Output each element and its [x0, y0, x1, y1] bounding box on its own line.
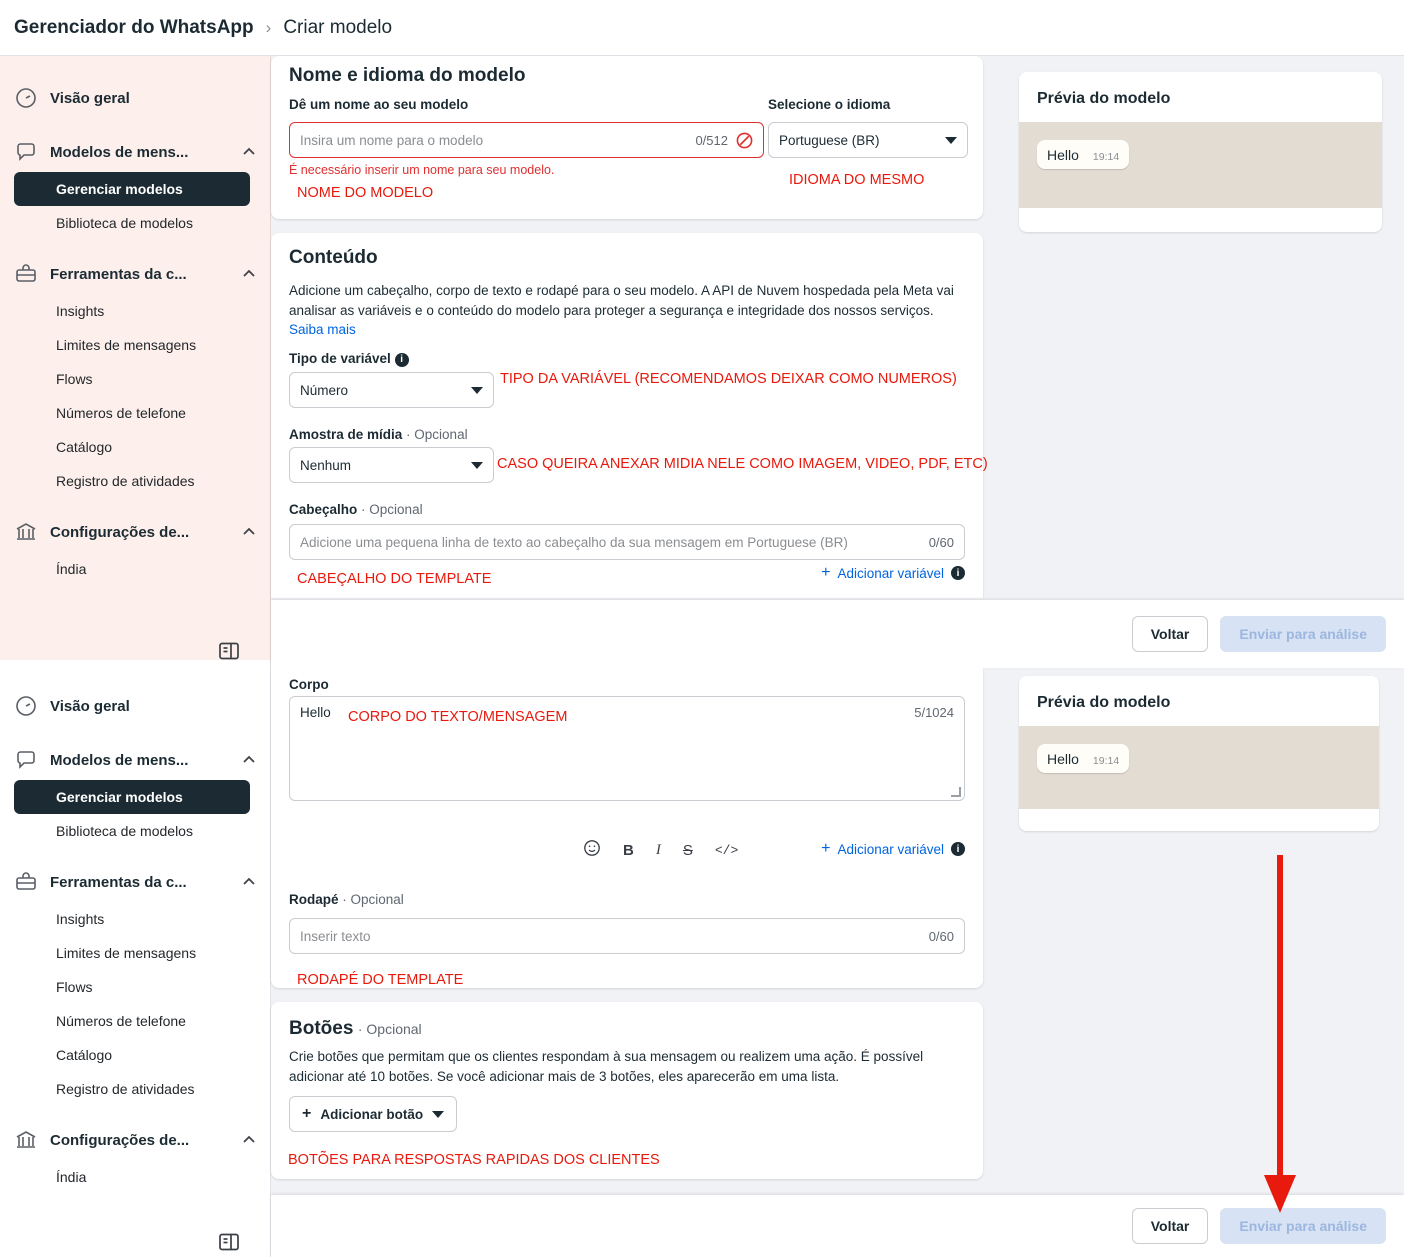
info-icon[interactable]: i: [951, 842, 965, 856]
header-field-optional: · Opcional: [361, 502, 423, 517]
sidebar-group-configuracoes[interactable]: [0, 512, 270, 552]
add-variable-label: Adicionar variável: [837, 565, 944, 581]
chevron-down-icon: [432, 1111, 444, 1118]
info-icon[interactable]: i: [395, 353, 409, 367]
card-title: Conteúdo: [289, 247, 378, 268]
buttons-description: Crie botões que permitam que os clientes respondam à sua mensagem ou realizem uma ação. É possível adicionar até 10 botões. Se você adicionar mais de 3 botões, eles aparecerão em uma lista.: [289, 1049, 924, 1084]
footer-field-optional: · Opcional: [342, 892, 404, 907]
chevron-down-icon: [471, 387, 483, 394]
preview-message-text: Hello: [1047, 751, 1079, 767]
sidebar-group-modelos-2[interactable]: [0, 740, 270, 780]
sidebar-item-india[interactable]: Índia: [56, 561, 87, 577]
sidebar-group-modelos[interactable]: [0, 132, 270, 172]
footer-placeholder: Inserir texto: [300, 928, 371, 944]
sidebar-label: Ferramentas da c...: [50, 873, 187, 891]
sidebar-item-limites-de-mensagens-2[interactable]: Limites de mensagens: [56, 945, 197, 961]
annotation-text: IDIOMA DO MESMO: [789, 172, 925, 188]
toolbox-icon: [14, 262, 38, 286]
sidebar-label: Configurações de...: [50, 1131, 190, 1149]
sidebar-primary: [0, 56, 271, 660]
italic-icon[interactable]: I: [655, 841, 661, 858]
media-sample-label: Amostra de mídia: [289, 427, 403, 442]
chat-bubble-icon: [14, 140, 38, 164]
toolbox-icon: [14, 870, 38, 894]
bank-icon: [14, 520, 38, 544]
bank-icon: [14, 1128, 38, 1152]
annotation-text: CABEÇALHO DO TEMPLATE: [297, 571, 492, 587]
submit-for-review-button[interactable]: Enviar para análise: [1220, 1208, 1386, 1244]
add-variable-label: Adicionar variável: [837, 841, 944, 857]
preview-title: Prévia do modelo: [1037, 694, 1171, 711]
back-button[interactable]: Voltar: [1132, 1208, 1209, 1244]
resize-handle-icon[interactable]: [951, 787, 961, 797]
sidebar-label: Modelos de mens...: [50, 143, 189, 161]
emoji-icon[interactable]: [583, 839, 601, 861]
chevron-up-icon[interactable]: [242, 525, 256, 539]
plus-icon: +: [821, 564, 831, 581]
variable-type-value: Número: [300, 382, 349, 398]
chevron-up-icon[interactable]: [242, 753, 256, 767]
sidebar-item-flows[interactable]: Flows: [56, 371, 93, 387]
body-field-label: Corpo: [289, 677, 329, 692]
sidebar-label: Visão geral: [50, 697, 130, 715]
sidebar-primary-lower: [0, 660, 271, 1257]
sidebar-group-configuracoes-2[interactable]: [0, 1120, 270, 1160]
sidebar-label: Modelos de mens...: [50, 751, 189, 769]
buttons-optional: · Opcional: [357, 1021, 422, 1037]
learn-more-link[interactable]: Saiba mais: [289, 322, 356, 338]
sidebar-item-limites-de-mensagens[interactable]: Limites de mensagens: [56, 337, 197, 353]
preview-message-bubble: [1037, 744, 1129, 773]
header-add-variable-button[interactable]: [821, 564, 965, 582]
sidebar-item-registro-de-atividades[interactable]: Registro de atividades: [56, 473, 195, 489]
breadcrumb-current: Criar modelo: [283, 16, 393, 38]
language-field-label: Selecione o idioma: [768, 97, 891, 112]
chevron-down-icon: [471, 462, 483, 469]
chevron-up-icon[interactable]: [242, 875, 256, 889]
footer-field-label: Rodapé: [289, 892, 339, 907]
content-description: Adicione um cabeçalho, corpo de texto e rodapé para o seu modelo. A API de Nuvem hospedada pela Meta vai analisar as variáveis e o conteúdo do modelo para proteger a segurança e integridade dos nossos serviços.: [289, 283, 954, 318]
sidebar-item-catalogo[interactable]: Catálogo: [56, 439, 113, 455]
sidebar-item-gerenciar-modelos-2[interactable]: Gerenciar modelos: [14, 780, 250, 814]
code-icon[interactable]: </>: [714, 842, 739, 858]
language-select[interactable]: [768, 122, 968, 158]
footer-input[interactable]: [289, 918, 965, 954]
chevron-down-icon: [945, 137, 957, 144]
chevron-up-icon[interactable]: [242, 267, 256, 281]
preview-message-bubble: [1037, 140, 1129, 169]
sidebar-item-india-2[interactable]: Índia: [56, 1169, 87, 1185]
error-icon: [736, 132, 753, 149]
overview-icon: [14, 694, 38, 718]
name-placeholder: Insira um nome para o modelo: [300, 132, 484, 148]
add-button-label: Adicionar botão: [320, 1106, 424, 1122]
sidebar-label: Visão geral: [50, 89, 130, 107]
overview-icon: [14, 86, 38, 110]
media-sample-select[interactable]: [289, 447, 494, 483]
sidebar-item-insights[interactable]: Insights: [56, 303, 105, 319]
annotation-text: NOME DO MODELO: [297, 185, 434, 201]
variable-type-label: Tipo de variável: [289, 351, 391, 366]
chevron-up-icon[interactable]: [242, 1133, 256, 1147]
panel-collapse-icon[interactable]: [218, 640, 240, 660]
plus-icon: +: [821, 840, 831, 857]
body-value: Hello: [300, 705, 331, 720]
sidebar-item-biblioteca-de-modelos[interactable]: Biblioteca de modelos: [56, 215, 193, 231]
sidebar-item-numeros-de-telefone[interactable]: Números de telefone: [56, 405, 186, 421]
annotation-text: RODAPÉ DO TEMPLATE: [297, 972, 464, 988]
sticky-action-bar-lower: [271, 1195, 1404, 1257]
plus-icon: +: [302, 1105, 312, 1122]
sidebar-label: Configurações de...: [50, 523, 190, 541]
template-preview-lower: [1019, 676, 1379, 831]
bold-icon[interactable]: B: [623, 841, 634, 859]
chat-bubble-icon: [14, 748, 38, 772]
arrow-annotation-icon: [1258, 855, 1318, 1215]
header-counter: 0/60: [928, 534, 954, 550]
top-breadcrumb-bar: [0, 0, 1404, 56]
sidebar-item-flows-2[interactable]: Flows: [56, 979, 93, 995]
chevron-up-icon[interactable]: [242, 145, 256, 159]
submit-for-review-button[interactable]: Enviar para análise: [1220, 616, 1386, 652]
annotation-text: CASO QUEIRA ANEXAR MIDIA NELE COMO IMAGEM, VIDEO, PDF, ETC): [497, 456, 988, 472]
sidebar-group-ferramentas-2[interactable]: [0, 862, 270, 902]
preview-canvas: [1019, 726, 1379, 809]
panel-collapse-icon[interactable]: [218, 1231, 240, 1253]
card-title: Botões: [289, 1018, 354, 1039]
sidebar-item-numeros-de-telefone-2[interactable]: Números de telefone: [56, 1013, 186, 1029]
breadcrumb-root[interactable]: Gerenciador do WhatsApp: [14, 16, 254, 38]
annotation-text: BOTÕES PARA RESPOSTAS RAPIDAS DOS CLIENTES: [288, 1152, 660, 1168]
preview-message-time: 19:14: [1092, 151, 1120, 163]
sidebar-item-gerenciar-modelos[interactable]: Gerenciar modelos: [14, 172, 250, 206]
name-counter: 0/512: [695, 132, 728, 148]
media-sample-optional: · Opcional: [406, 427, 468, 442]
breadcrumb-separator: ›: [265, 17, 272, 37]
sidebar-item-registro-de-atividades-2[interactable]: Registro de atividades: [56, 1081, 195, 1097]
body-add-variable-button[interactable]: [821, 840, 965, 858]
preview-title: Prévia do modelo: [1037, 90, 1171, 107]
header-input[interactable]: [289, 524, 965, 560]
media-sample-value: Nenhum: [300, 457, 352, 473]
info-icon[interactable]: i: [951, 566, 965, 580]
preview-message-text: Hello: [1047, 147, 1079, 163]
preview-canvas: [1019, 122, 1382, 208]
name-field-label: Dê um nome ao seu modelo: [289, 97, 469, 112]
footer-counter: 0/60: [928, 928, 954, 944]
preview-message-time: 19:14: [1092, 755, 1120, 767]
sidebar-item-biblioteca-de-modelos-2[interactable]: Biblioteca de modelos: [56, 823, 193, 839]
template-preview-upper: [1019, 72, 1382, 232]
template-name-input[interactable]: [289, 122, 764, 158]
sidebar-item-insights-2[interactable]: Insights: [56, 911, 105, 927]
sticky-action-bar-upper: [271, 600, 1404, 668]
sidebar-item-visao-geral-2[interactable]: [0, 686, 270, 726]
variable-type-select[interactable]: [289, 372, 494, 408]
sidebar-item-catalogo-2[interactable]: Catálogo: [56, 1047, 113, 1063]
header-placeholder: Adicione uma pequena linha de texto ao cabeçalho da sua mensagem em Portuguese (BR): [300, 534, 848, 550]
sidebar-label: Ferramentas da c...: [50, 265, 187, 283]
content-card-upper: [271, 233, 983, 598]
header-field-label: Cabeçalho: [289, 502, 358, 517]
strikethrough-icon[interactable]: S: [682, 841, 693, 859]
back-button[interactable]: Voltar: [1132, 616, 1209, 652]
language-value: Portuguese (BR): [779, 132, 880, 148]
name-error-text: É necessário inserir um nome para seu modelo.: [289, 163, 555, 177]
annotation-text: TIPO DA VARIÁVEL (RECOMENDAMOS DEIXAR COMO NUMEROS): [500, 371, 957, 387]
body-counter: 5/1024: [914, 705, 954, 720]
card-title: Nome e idioma do modelo: [289, 65, 526, 86]
sidebar-item-visao-geral[interactable]: [0, 78, 270, 118]
sidebar-group-ferramentas[interactable]: [0, 254, 270, 294]
add-button-button[interactable]: [289, 1096, 457, 1132]
annotation-text: CORPO DO TEXTO/MENSAGEM: [348, 709, 568, 725]
